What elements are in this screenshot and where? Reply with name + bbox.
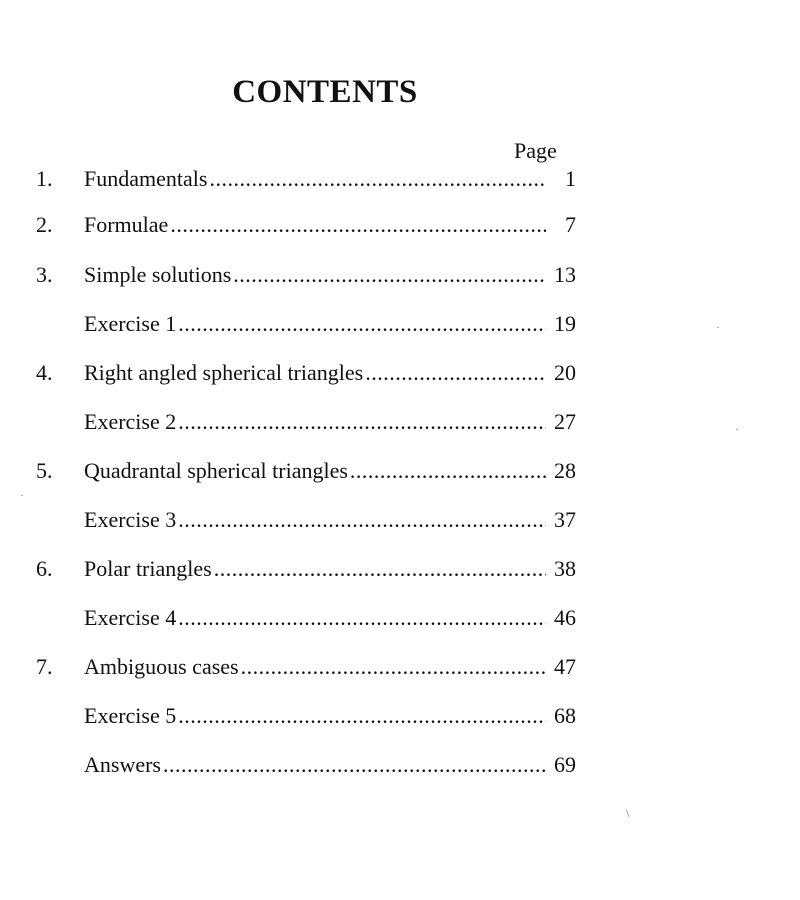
toc-entry-number: 1. <box>36 166 53 191</box>
toc-entry-page: 19 <box>554 311 576 336</box>
toc-entry <box>36 358 576 388</box>
dot-leader <box>178 701 546 731</box>
page-title: CONTENTS <box>232 74 418 110</box>
toc-entry-page: 38 <box>554 556 576 581</box>
toc-entry-page: 1 <box>565 166 576 191</box>
toc-entry-label: Exercise 2 <box>84 409 177 434</box>
toc-entry-page: 68 <box>554 703 576 728</box>
page-column-header: Page <box>514 138 557 163</box>
scan-speck: · <box>735 422 739 436</box>
dot-leader <box>241 652 546 682</box>
toc-entry-label: Answers <box>84 752 161 777</box>
toc-entry <box>36 260 576 290</box>
dot-leader <box>214 554 546 584</box>
toc-entry-label: Exercise 3 <box>84 507 177 532</box>
toc-entry-number: 6. <box>36 556 53 581</box>
toc-entry-label: Polar triangles <box>84 556 212 581</box>
toc-entry <box>36 505 576 535</box>
toc-entry-page: 46 <box>554 605 576 630</box>
dot-leader <box>178 407 546 437</box>
toc-entry <box>36 652 576 682</box>
toc-entry-label: Exercise 4 <box>84 605 177 630</box>
toc-entry-page: 20 <box>554 360 576 385</box>
dot-leader <box>163 750 546 780</box>
scan-speck: · <box>20 488 24 502</box>
toc-entry-number: 3. <box>36 262 53 287</box>
toc-entry-page: 28 <box>554 458 576 483</box>
dot-leader <box>178 309 546 339</box>
dot-leader <box>170 210 546 240</box>
toc-entry-label: Ambiguous cases <box>84 654 239 679</box>
toc-entry-label: Exercise 1 <box>84 311 177 336</box>
toc-entry <box>36 603 576 633</box>
toc-entry-label: Exercise 5 <box>84 703 177 728</box>
toc-entry-page: 37 <box>554 507 576 532</box>
toc-entry-number: 4. <box>36 360 53 385</box>
toc-entry <box>36 456 576 486</box>
toc-entry-page: 7 <box>565 212 576 237</box>
toc-entry-page: 69 <box>554 752 576 777</box>
toc-entry-number: 2. <box>36 212 53 237</box>
toc-entry-page: 47 <box>554 654 576 679</box>
scan-speck: · <box>716 320 720 334</box>
toc-entry-label: Quadrantal spherical triangles <box>84 458 348 483</box>
toc-entry-page: 13 <box>554 262 576 287</box>
toc-entry <box>36 309 576 339</box>
dot-leader <box>178 603 546 633</box>
dot-leader <box>233 260 546 290</box>
toc-entry <box>36 750 576 780</box>
toc-entry <box>36 554 576 584</box>
toc-entry <box>36 701 576 731</box>
toc-entry-label: Simple solutions <box>84 262 232 287</box>
toc-entry-label: Fundamentals <box>84 166 208 191</box>
dot-leader <box>350 456 546 486</box>
toc-entry <box>36 164 576 194</box>
toc-entry <box>36 407 576 437</box>
toc-entry-number: 7. <box>36 654 53 679</box>
dot-leader <box>365 358 546 388</box>
toc-entry-number: 5. <box>36 458 53 483</box>
dot-leader <box>178 505 546 535</box>
toc-entry <box>36 210 576 240</box>
dot-leader <box>209 164 546 194</box>
scan-speck: \ <box>626 806 630 820</box>
toc-entry-page: 27 <box>554 409 576 434</box>
toc-entry-label: Formulae <box>84 212 169 237</box>
toc-entry-label: Right angled spherical triangles <box>84 360 364 385</box>
